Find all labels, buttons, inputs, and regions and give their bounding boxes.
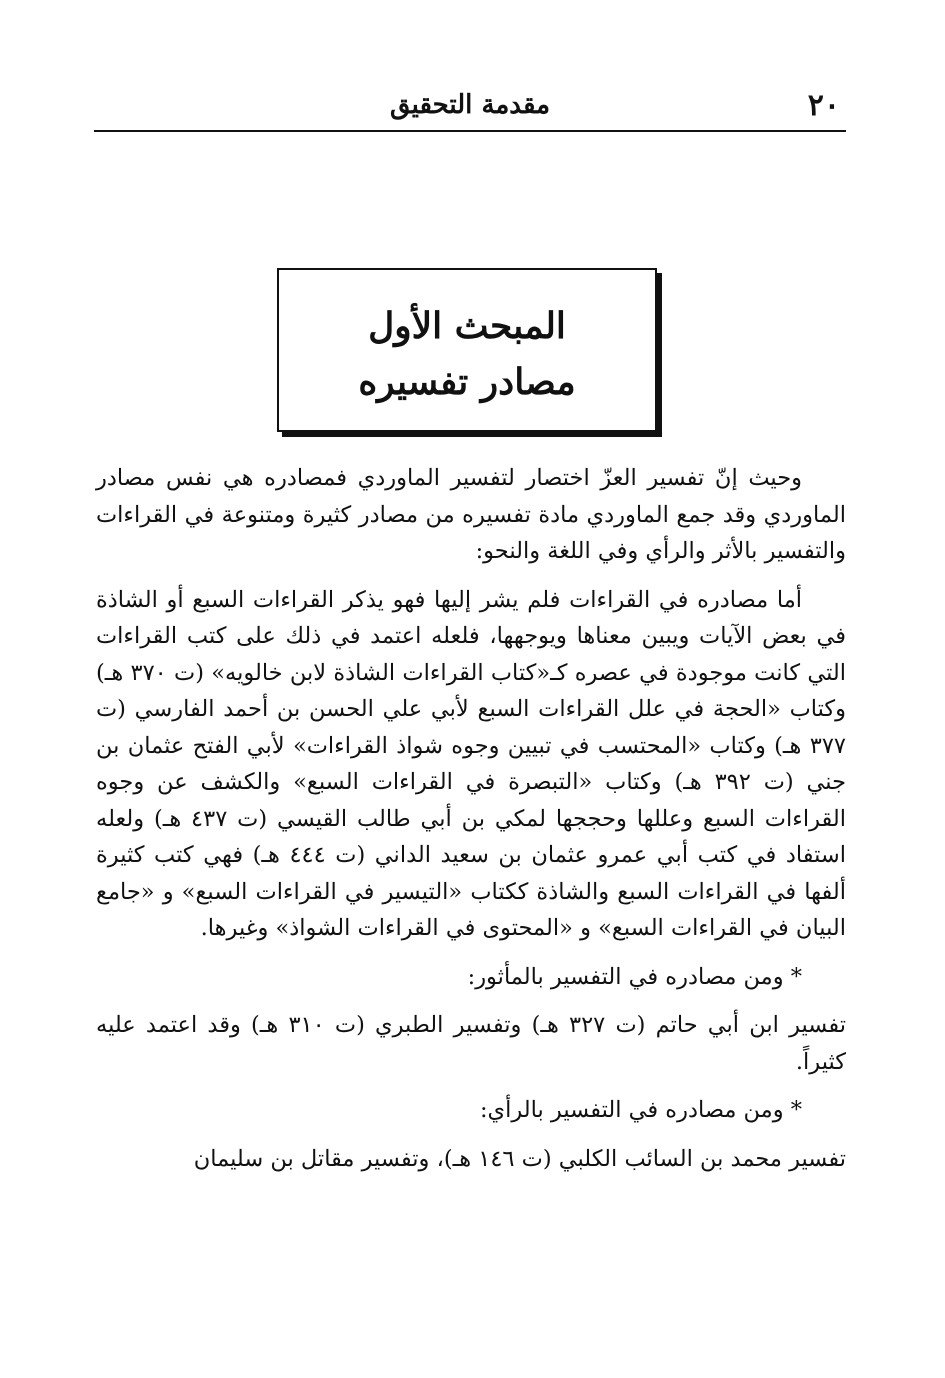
paragraph-mathur-sources: تفسير ابن أبي حاتم (ت ٣٢٧ هـ) وتفسير الطبري (ت ٣١٠ هـ) وقد اعتمد عليه كثيراً. bbox=[96, 1012, 846, 1075]
paragraph-mathur-heading: * ومن مصادره في التفسير بالمأثور: bbox=[467, 963, 802, 990]
running-title: مقدمة التحقيق bbox=[389, 90, 551, 120]
page-number: ٢٠ bbox=[807, 88, 840, 123]
page-header bbox=[94, 82, 846, 132]
paragraph-ray-heading: * ومن مصادره في التفسير بالرأي: bbox=[479, 1097, 802, 1123]
section-subtitle: مصادر تفسيره bbox=[358, 361, 576, 403]
paragraph-intro: وحيث إنّ تفسير العزّ اختصار لتفسير الماوردي فمصادره هي نفس مصادر الماوردي وقد جمع الماوردي مادة تفسيره من مصادر كثيرة ومتنوعة في القراءات والتفسير بالأثر والرأي وفي اللغة والنحو: bbox=[96, 465, 846, 564]
paragraph-readings: أما مصادره في القراءات فلم يشر إليها فهو يذكر القراءات السبع أو الشاذة في بعض الآيات ويبين معناها ويوجهها، فلعله اعتمد في ذلك على كتب القراءات التي كانت موجودة في عصره كـ«كتاب القراءات الشاذة لابن خالويه» (ت ٣٧٠ هـ) وكتاب «الحجة في علل القراءات السبع لأبي علي الحسن بن أحمد الفارسي (ت ٣٧٧ هـ) وكتاب «المحتسب في تبيين وجوه شواذ القراءات» لأبي الفتح عثمان بن جني (ت ٣٩٢ هـ) وكتاب «التبصرة في القراءات السبع» والكشف عن وجوه القراءات السبع وعللها وحججها لمكي بن أبي طالب القيسي (ت ٤٣٧ هـ) ولعله استفاد في كتب أبي عمرو عثمان بن سعيد الداني (ت ٤٤٤ هـ) فهي كتب كثيرة ألفها في القراءات السبع والشاذة ككتاب «التيسير في القراءات السبع» و «جامع البيان في القراءات السبع» و «المحتوى في القراءات الشواذ» وغيرها. bbox=[96, 586, 847, 941]
paragraph-ray-sources: تفسير محمد بن السائب الكلبي (ت ١٤٦ هـ)، وتفسير مقاتل بن سليمان bbox=[193, 1145, 846, 1172]
body-text bbox=[96, 460, 846, 1189]
section-title: المبحث الأول bbox=[368, 305, 566, 347]
section-title-box bbox=[277, 268, 657, 432]
